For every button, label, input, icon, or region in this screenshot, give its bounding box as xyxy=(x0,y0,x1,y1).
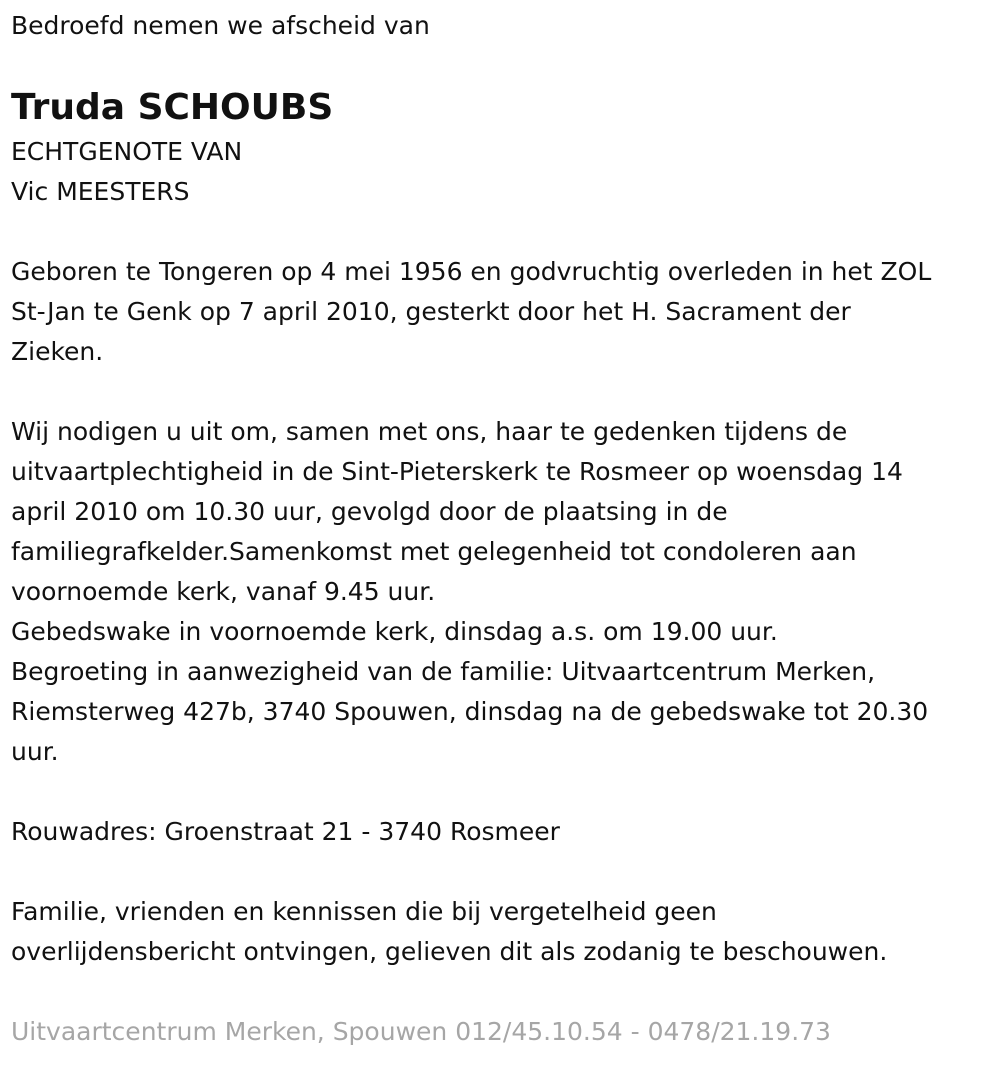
relation-text: ECHTGENOTE VAN xyxy=(11,137,243,166)
paragraph-line: Familie, vrienden en kennissen die bij vergetelheid geen xyxy=(11,897,717,926)
spouse-name: Vic MEESTERS xyxy=(11,177,190,206)
paragraph-line: overlijdensbericht ontvingen, gelieven dit als zodanig te beschouwen. xyxy=(11,937,888,966)
spacer xyxy=(11,212,996,252)
funeral-home-footer: Uitvaartcentrum Merken, Spouwen 012/45.10.54 - 0478/21.19.73 xyxy=(11,1017,831,1046)
paragraph-line: Riemsterweg 427b, 3740 Spouwen, dinsdag na de gebedswake tot 20.30 xyxy=(11,697,929,726)
obituary-notice xyxy=(11,0,996,1052)
paragraph-line: Zieken. xyxy=(11,337,104,366)
paragraph-line: Geboren te Tongeren op 4 mei 1956 en godvruchtig overleden in het ZOL xyxy=(11,257,932,286)
mourning-address: Rouwadres: Groenstraat 21 - 3740 Rosmeer xyxy=(11,817,560,846)
paragraph-line: St-Jan te Genk op 7 april 2010, gesterkt door het H. Sacrament der xyxy=(11,297,851,326)
paragraph-line: Begroeting in aanwezigheid van de familie: Uitvaartcentrum Merken, xyxy=(11,657,876,686)
paragraph-line: april 2010 om 10.30 uur, gevolgd door de plaatsing in de xyxy=(11,497,728,526)
paragraph-line: voornoemde kerk, vanaf 9.45 uur. xyxy=(11,577,436,606)
paragraph-line: uitvaartplechtigheid in de Sint-Pieterskerk te Rosmeer op woensdag 14 xyxy=(11,457,903,486)
paragraph-line: Wij nodigen u uit om, samen met ons, haar te gedenken tijdens de xyxy=(11,417,848,446)
spacer xyxy=(11,772,996,812)
intro-text: Bedroefd nemen we afscheid van xyxy=(11,11,430,40)
invitation-paragraph xyxy=(11,412,996,772)
birth-death-paragraph xyxy=(11,252,996,372)
spacer xyxy=(11,372,996,412)
spacer xyxy=(11,852,996,892)
deceased-name: Truda SCHOUBS xyxy=(11,87,334,128)
paragraph-line: uur. xyxy=(11,737,59,766)
notice-paragraph xyxy=(11,892,996,972)
paragraph-line: Gebedswake in voornoemde kerk, dinsdag a.s. om 19.00 uur. xyxy=(11,617,778,646)
paragraph-line: familiegrafkelder.Samenkomst met gelegenheid tot condoleren aan xyxy=(11,537,857,566)
